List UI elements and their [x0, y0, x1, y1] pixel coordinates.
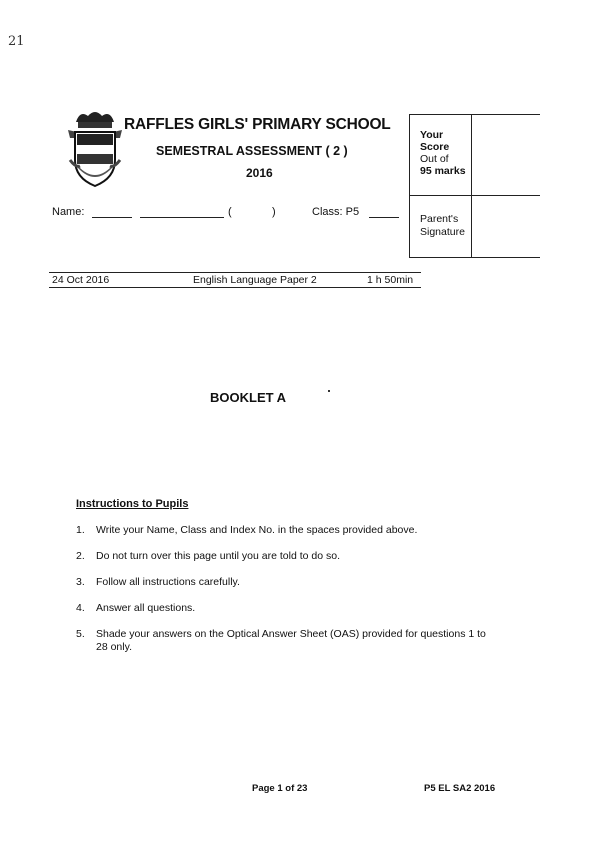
school-name: RAFFLES GIRLS' PRIMARY SCHOOL	[124, 116, 391, 133]
corner-handwritten-mark: 21	[8, 34, 25, 49]
index-paren-open: (	[228, 206, 232, 218]
list-item: 3. Follow all instructions carefully.	[76, 576, 240, 588]
name-label: Name:	[52, 206, 85, 218]
paper-code: P5 EL SA2 2016	[424, 783, 496, 794]
stray-dot	[328, 390, 330, 392]
booklet-title: BOOKLET A	[210, 390, 287, 405]
page-number: Page 1 of 23	[252, 783, 308, 794]
instructions-heading: Instructions to Pupils	[76, 498, 189, 510]
index-paren-close: )	[272, 206, 276, 218]
name-field[interactable]	[140, 217, 224, 218]
assessment-title: SEMESTRAL ASSESSMENT ( 2 )	[156, 144, 348, 158]
score-label: Your Score Out of 95 marks	[420, 129, 466, 177]
paper-title: English Language Paper 2	[193, 274, 317, 286]
list-item: 2. Do not turn over this page until you are told to do so.	[76, 550, 340, 562]
info-rule-bottom	[49, 287, 421, 288]
parent-signature-label: Parent's Signature	[420, 213, 465, 238]
instructions-list	[76, 524, 496, 667]
class-field[interactable]	[369, 217, 399, 218]
school-crest-icon	[66, 108, 124, 190]
info-rule-top	[49, 272, 421, 273]
list-item: 5. Shade your answers on the Optical Answer Sheet (OAS) provided for questions 1 to 28 only.	[76, 628, 486, 653]
exam-duration: 1 h 50min	[367, 274, 414, 286]
assessment-year: 2016	[246, 166, 273, 180]
list-item: 4. Answer all questions.	[76, 602, 196, 614]
score-box-divider	[410, 195, 540, 196]
name-field[interactable]	[92, 217, 132, 218]
list-item: 1. Write your Name, Class and Index No. in the spaces provided above.	[76, 524, 418, 536]
class-label: Class: P5	[312, 206, 360, 218]
exam-date: 24 Oct 2016	[52, 274, 110, 286]
score-box	[409, 114, 540, 258]
score-box-divider	[471, 115, 472, 257]
